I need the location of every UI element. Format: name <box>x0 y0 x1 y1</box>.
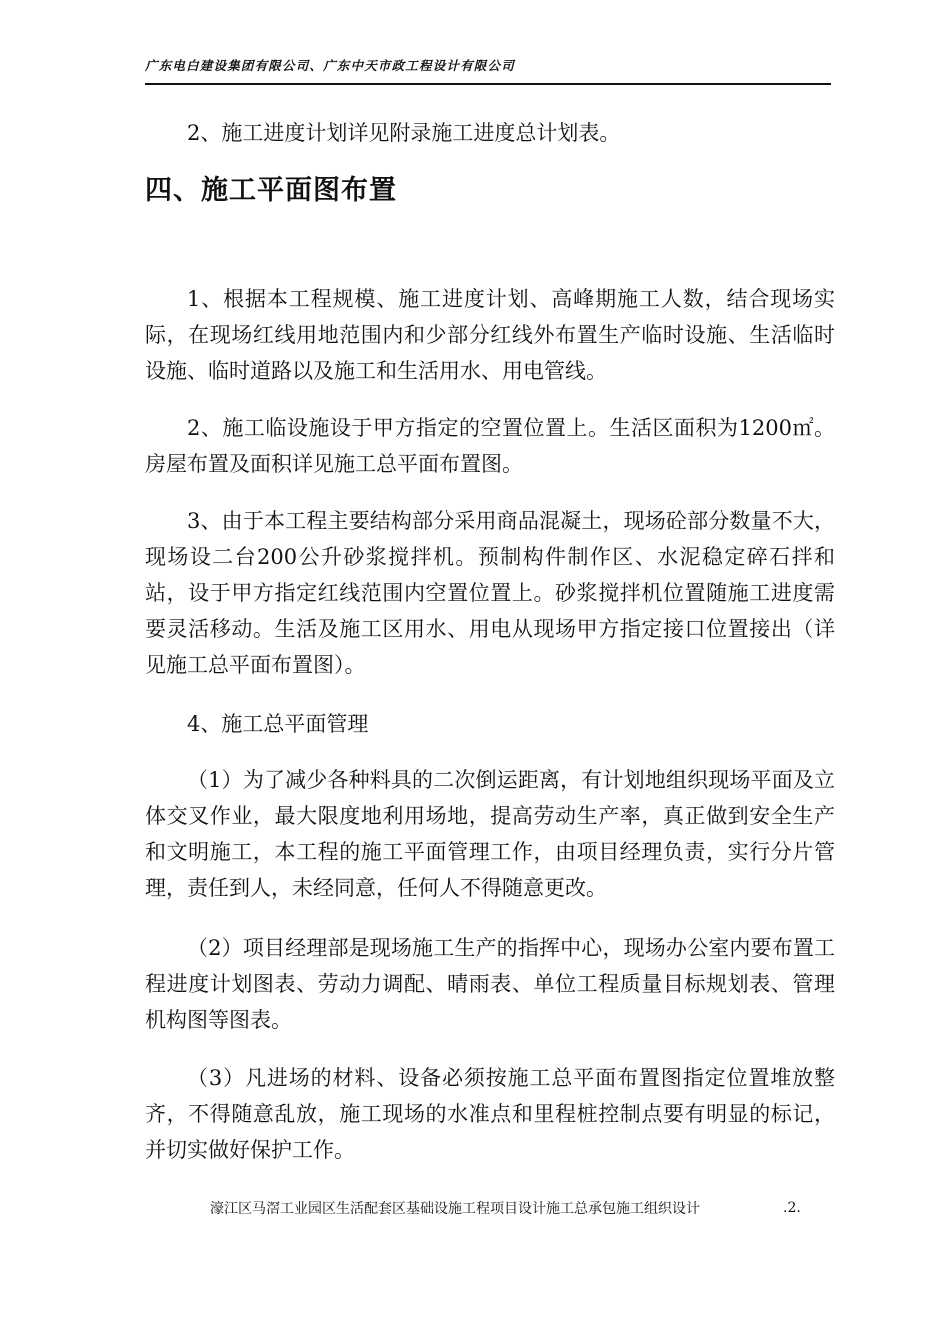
page-header: 广东电白建设集团有限公司、广东中天市政工程设计有限公司 <box>145 58 515 73</box>
page-number: .2. <box>783 1200 801 1216</box>
footer-title: 濠江区马滘工业园区生活配套区基础设施工程项目设计施工总承包施工组织设计 <box>210 1201 700 1217</box>
section-title: 四、施工平面图布置 <box>145 175 397 206</box>
paragraph-1: 1、根据本工程规模、施工进度计划、高峰期施工人数，结合现场实际，在现场红线用地范围内和少部分红线外布置生产临时设施、生活临时设施、临时道路以及施工和生活用水、用电管线。 <box>145 287 835 383</box>
paragraph-4: 4、施工总平面管理 <box>187 712 369 736</box>
paragraph-6: （2）项目经理部是现场施工生产的指挥中心，现场办公室内要布置工程进度计划图表、劳动力调配、晴雨表、单位工程质量目标规划表、管理机构图等图表。 <box>145 936 835 1032</box>
header-divider <box>145 83 831 85</box>
paragraph-7: （3）凡进场的材料、设备必须按施工总平面布置图指定位置堆放整齐，不得随意乱放，施工现场的水准点和里程桩控制点要有明显的标记，并切实做好保护工作。 <box>145 1066 835 1162</box>
paragraph-3: 3、由于本工程主要结构部分采用商品混凝土，现场砼部分数量不大，现场设二台200公升砂浆搅拌机。预制构件制作区、水泥稳定碎石拌和站，设于甲方指定红线范围内空置位置上。砂浆搅拌机位置随施工进度需要灵活移动。生活及施工区用水、用电从现场甲方指定接口位置接出（详见施工总平面布置图）。 <box>145 509 835 677</box>
paragraph-5: （1）为了减少各种料具的二次倒运距离，有计划地组织现场平面及立体交叉作业，最大限度地利用场地，提高劳动生产率，真正做到安全生产和文明施工，本工程的施工平面管理工作，由项目经理负责，实行分片管理，责任到人，未经同意，任何人不得随意更改。 <box>145 768 835 900</box>
intro-paragraph: 2、施工进度计划详见附录施工进度总计划表。 <box>187 121 621 145</box>
paragraph-2: 2、施工临设施设于甲方指定的空置位置上。生活区面积为1200㎡。房屋布置及面积详见施工总平面布置图。 <box>145 416 835 476</box>
